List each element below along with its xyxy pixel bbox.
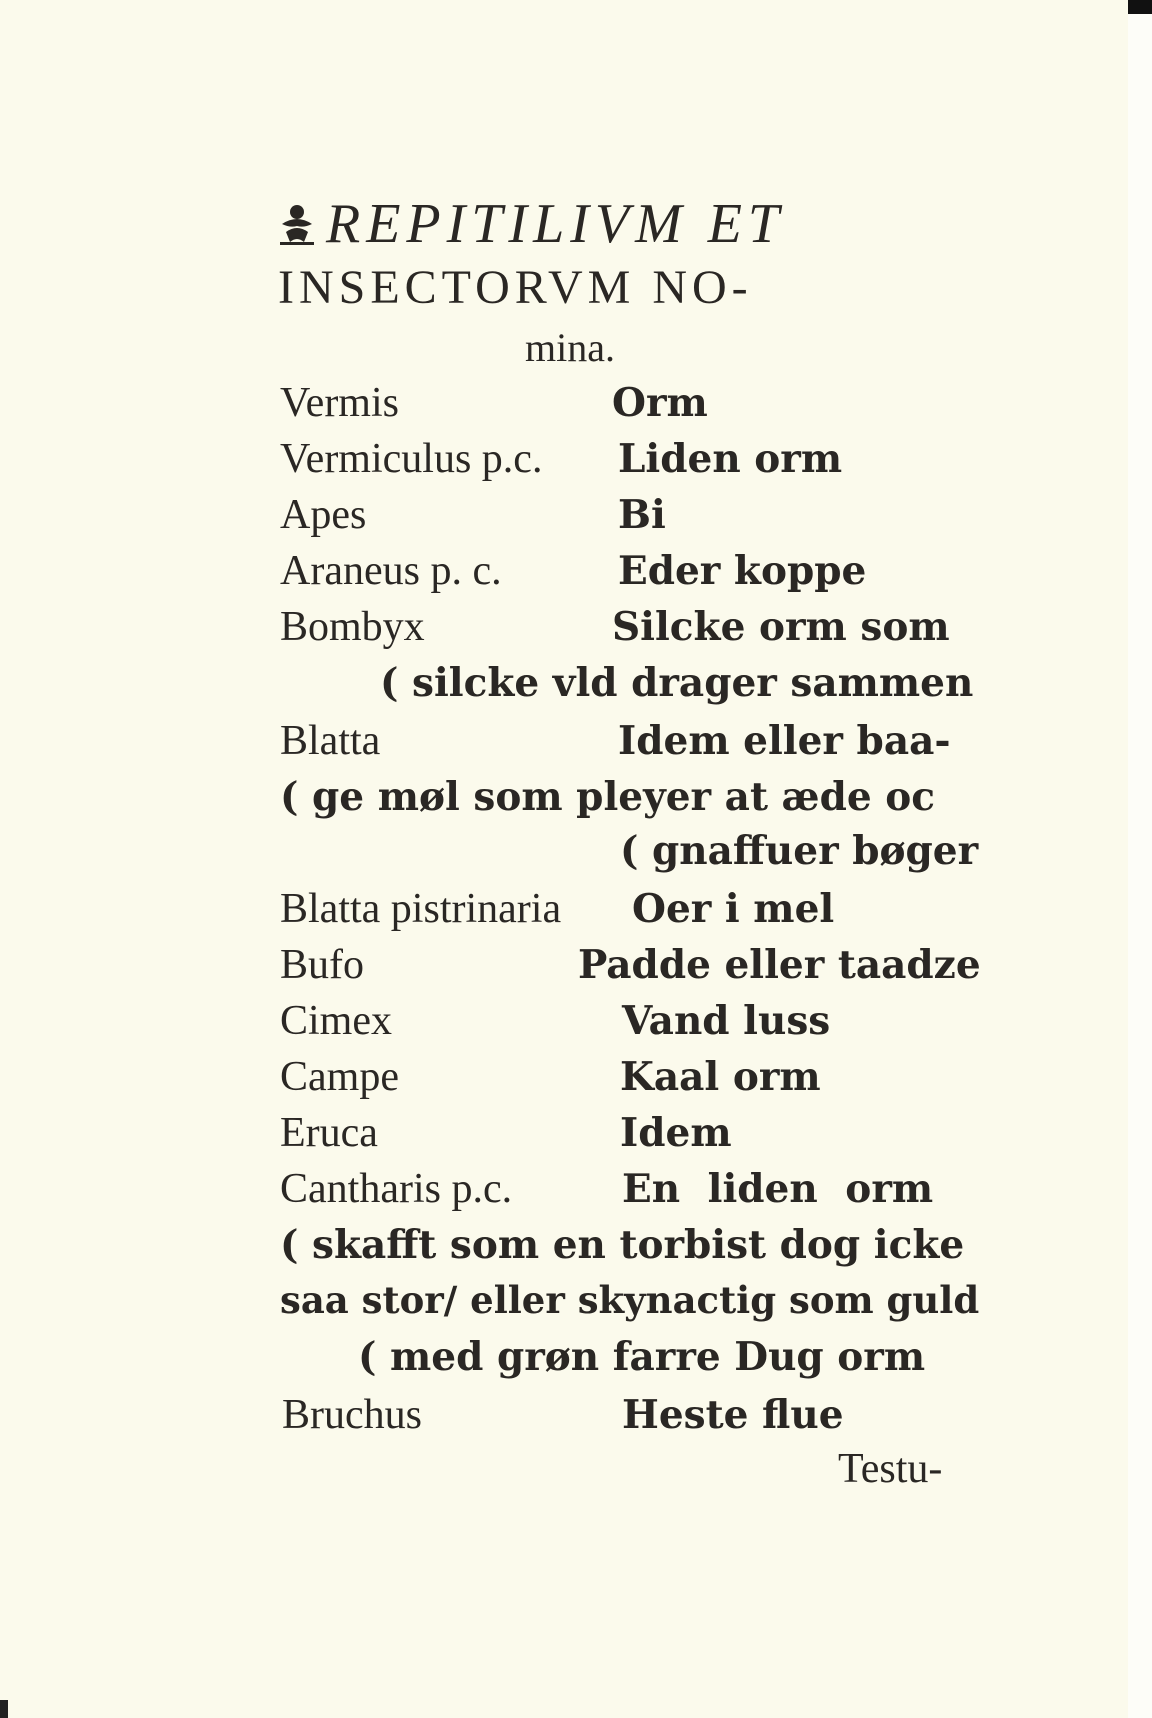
entry-danish: En liden orm: [622, 1166, 934, 1212]
entry-danish: Liden orm: [618, 436, 843, 482]
entry-danish: Oer i mel: [632, 886, 835, 932]
entry-latin: Blatta: [280, 718, 381, 764]
entry-latin: Bombyx: [280, 604, 425, 650]
entry-latin: Vermiculus p.c.: [280, 436, 543, 482]
entry-latin: Eruca: [280, 1110, 378, 1156]
entry-latin: Blatta pistrinaria: [280, 886, 562, 932]
entry-continuation: saa stor/ eller skynactig som guld: [280, 1278, 980, 1322]
entry-latin: Campe: [280, 1054, 399, 1100]
entry-danish: Vand luss: [622, 998, 831, 1044]
entry-latin: Bruchus: [282, 1392, 422, 1438]
heading-line-2: INSECTORVM NO-: [278, 261, 753, 314]
entry-danish: Idem eller baa-: [618, 718, 951, 764]
scan-corner-mark: [0, 1700, 8, 1718]
entry-continuation: ( skafft som en torbist dog icke: [280, 1222, 965, 1268]
page-edge: [1128, 0, 1152, 1718]
entry-latin: Cimex: [280, 998, 392, 1044]
scan-corner-mark: [1128, 0, 1152, 14]
entry-continuation: ( med grøn farre Dug orm: [358, 1334, 926, 1380]
entry-danish: Heste flue: [622, 1392, 844, 1438]
entry-latin: Araneus p. c.: [280, 548, 502, 594]
entry-danish: Idem: [620, 1110, 732, 1156]
heading-line-3: mina.: [525, 325, 615, 370]
entry-latin: Bufo: [280, 942, 364, 988]
entry-danish: Kaal orm: [620, 1054, 821, 1100]
entry-continuation: ( silcke vld drager sammen: [380, 660, 974, 706]
entry-continuation: ( gnaffuer bøger: [620, 828, 979, 874]
heading-line-1: [278, 193, 786, 255]
entry-danish: Padde eller taadze: [578, 942, 981, 988]
heading-text-1: REPITILIVM ET: [326, 193, 786, 255]
entry-danish: Silcke orm som: [612, 604, 950, 650]
entry-latin: Cantharis p.c.: [280, 1166, 513, 1212]
entry-danish: Bi: [618, 492, 666, 538]
catchword: Testu-: [838, 1446, 943, 1492]
entry-latin: Vermis: [280, 380, 399, 426]
entry-danish: Eder koppe: [618, 548, 867, 594]
entry-danish: Orm: [612, 380, 708, 426]
entry-latin: Apes: [280, 492, 367, 538]
entry-continuation: ( ge møl som pleyer at æde oc: [280, 774, 935, 820]
fleuron-ornament: [278, 202, 316, 246]
